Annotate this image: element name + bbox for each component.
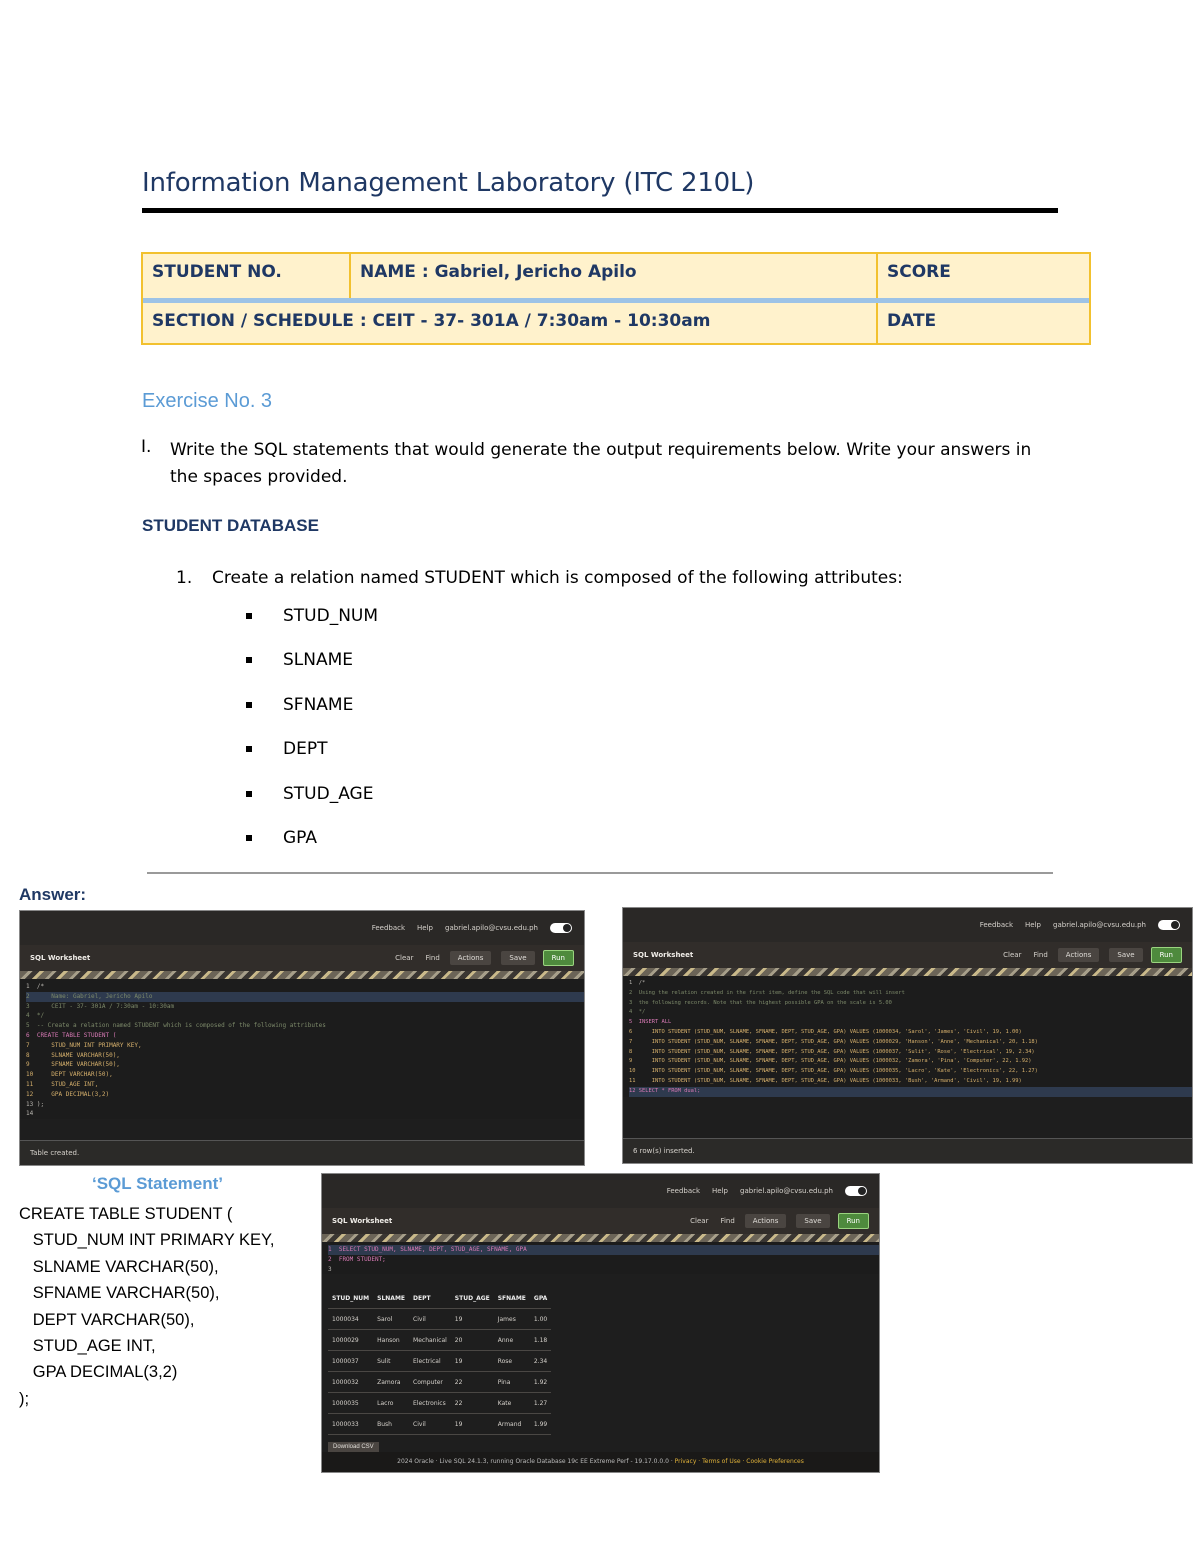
- topbar: [20, 911, 584, 945]
- section-cell: [143, 303, 876, 343]
- code-line: 9 SFNAME VARCHAR(50),: [26, 1061, 120, 1069]
- student-no-cell: STUDENT NO.: [152, 262, 282, 282]
- column-header: DEPT: [409, 1288, 451, 1309]
- worksheet-title: SQL Worksheet: [30, 954, 91, 962]
- bullet-icon: [246, 702, 252, 708]
- cell: Electrical: [409, 1351, 451, 1372]
- code-line: 9 INTO STUDENT (STUD_NUM, SLNAME, SFNAME, DEPT, STUD_AGE, GPA) VALUES (1000032, 'Zamora', 'Pina', 'Computer', 22, 1.92): [629, 1058, 1032, 1065]
- theme-toggle: [550, 923, 572, 933]
- cell: 22: [451, 1372, 494, 1393]
- code-line: 2 Using the relation created in the first item, define the SQL code that will insert: [629, 989, 905, 996]
- code-editor: [322, 1242, 879, 1274]
- sql-statement-caption: ‘SQL Statement’: [92, 1174, 223, 1193]
- cell: Sulit: [373, 1351, 409, 1372]
- actions-dropdown: Actions: [745, 1214, 787, 1228]
- theme-toggle: [1158, 920, 1180, 930]
- code-line: 1 /*: [26, 983, 45, 990]
- cell: James: [494, 1309, 530, 1330]
- cell: 1000035: [328, 1393, 373, 1414]
- code-editor: [20, 979, 584, 1119]
- worksheet-title: SQL Worksheet: [332, 1217, 393, 1225]
- code-line: 4 */: [26, 1012, 45, 1020]
- cell: Electronics: [409, 1393, 451, 1414]
- code-line: 12 GPA DECIMAL(3,2): [26, 1090, 110, 1098]
- decorative-stripe: [20, 971, 584, 979]
- footer-links: Privacy · Terms of Use · Cookie Preferences: [674, 1458, 804, 1465]
- attribute-list: [246, 604, 378, 870]
- cell: Sarol: [373, 1309, 409, 1330]
- code-editor: [623, 976, 1192, 1097]
- name-cell: [349, 254, 876, 298]
- output-panel: 6 row(s) inserted.: [623, 1138, 1192, 1163]
- screenshot-insert-rows: [622, 907, 1193, 1164]
- cell: Mechanical: [409, 1330, 451, 1351]
- decorative-stripe: [322, 1234, 879, 1242]
- cell: 1000034: [328, 1309, 373, 1330]
- clear-button: Clear: [690, 1217, 709, 1225]
- cell: Lacro: [373, 1393, 409, 1414]
- cell: Pina: [494, 1372, 530, 1393]
- cell: Hanson: [373, 1330, 409, 1351]
- worksheet-toolbar: [322, 1208, 879, 1234]
- column-header: SFNAME: [494, 1288, 530, 1309]
- attribute-name: GPA: [283, 827, 317, 848]
- list-item: [246, 737, 378, 781]
- cell: Kate: [494, 1393, 530, 1414]
- code-line: 5 -- Create a relation named STUDENT which is composed of the following attributes: [26, 1022, 326, 1030]
- cell: 1.00: [530, 1309, 551, 1330]
- table-row: [328, 1351, 551, 1372]
- user-menu: gabriel.apilo@cvsu.edu.ph: [740, 1187, 833, 1195]
- cell: Rose: [494, 1351, 530, 1372]
- feedback-link: Feedback: [666, 1187, 701, 1195]
- code-line: 3 the following records. Note that the highest possible GPA on the scale is 5.00: [629, 999, 892, 1006]
- instruction-text: Write the SQL statements that would generate the output requirements below. Write your answers in the spaces provided.: [170, 440, 1032, 487]
- clear-button: Clear: [395, 954, 414, 962]
- date-cell: DATE: [876, 303, 1089, 343]
- cell: 20: [451, 1330, 494, 1351]
- cell: 22: [451, 1393, 494, 1414]
- code-line: 2 Name: Gabriel, Jericho Apilo: [26, 992, 584, 1002]
- save-button: Save: [796, 1214, 829, 1228]
- cell: 1000029: [328, 1330, 373, 1351]
- worksheet-toolbar: [623, 942, 1192, 968]
- code-line: 6 CREATE TABLE STUDENT (: [26, 1031, 117, 1039]
- table-row: [328, 1372, 551, 1393]
- bullet-icon: [246, 835, 252, 841]
- save-button: Save: [1109, 948, 1142, 962]
- title-rule: [142, 208, 1058, 213]
- cell: 19: [451, 1351, 494, 1372]
- table-row: [328, 1393, 551, 1414]
- code-line: 1 SELECT STUD_NUM, SLNAME, DEPT, STUD_AGE, SFNAME, GPA: [328, 1245, 879, 1255]
- cell: 1.18: [530, 1330, 551, 1351]
- code-line: 10 DEPT VARCHAR(50),: [26, 1071, 113, 1079]
- column-header: STUD_AGE: [451, 1288, 494, 1309]
- name-value: Gabriel, Jericho Apilo: [434, 262, 637, 282]
- attribute-name: SFNAME: [283, 694, 354, 715]
- attribute-name: STUD_AGE: [283, 783, 374, 804]
- code-line: 7 STUD_NUM INT PRIMARY KEY,: [26, 1041, 142, 1049]
- cell: 19: [451, 1414, 494, 1435]
- code-line: 10 INTO STUDENT (STUD_NUM, SLNAME, SFNAME, DEPT, STUD_AGE, GPA) VALUES (1000035, 'Lacro', 'Kate', 'Electronics', 22, 1.27): [629, 1068, 1038, 1075]
- list-item: [246, 604, 378, 648]
- download-csv-button: Download CSV: [328, 1442, 379, 1452]
- column-header: SLNAME: [373, 1288, 409, 1309]
- attribute-name: SLNAME: [283, 650, 354, 671]
- code-line: 12 SELECT * FROM dual;: [629, 1087, 1192, 1097]
- find-button: Find: [1033, 951, 1048, 959]
- cell: 2.34: [530, 1351, 551, 1372]
- results-table: [328, 1288, 551, 1435]
- code-line: 3: [328, 1265, 332, 1273]
- column-header: STUD_NUM: [328, 1288, 373, 1309]
- answer-label: Answer:: [19, 885, 87, 904]
- code-line: 8 SLNAME VARCHAR(50),: [26, 1051, 120, 1059]
- user-menu: gabriel.apilo@cvsu.edu.ph: [1053, 921, 1146, 929]
- theme-toggle: [845, 1186, 867, 1196]
- cell: 1.27: [530, 1393, 551, 1414]
- code-line: 11 STUD_AGE INT,: [26, 1080, 99, 1088]
- code-line: 6 INTO STUDENT (STUD_NUM, SLNAME, SFNAME, DEPT, STUD_AGE, GPA) VALUES (1000034, 'Sarol', 'James', 'Civil', 19, 1.00): [629, 1028, 1022, 1035]
- cell: Civil: [409, 1309, 451, 1330]
- help-link: Help: [417, 924, 434, 932]
- name-label: NAME :: [360, 262, 435, 282]
- bullet-icon: [246, 613, 252, 619]
- help-link: Help: [712, 1187, 729, 1195]
- worksheet-toolbar: [20, 945, 584, 971]
- code-line: 2 FROM STUDENT;: [328, 1255, 386, 1263]
- cell: 1000032: [328, 1372, 373, 1393]
- score-cell: SCORE: [876, 254, 1089, 298]
- cell: 1.92: [530, 1372, 551, 1393]
- screenshot-create-table: [19, 910, 585, 1166]
- code-line: 3 CEIT - 37- 301A / 7:30am - 10:30am: [26, 1002, 175, 1010]
- separator-rule: [147, 872, 1053, 874]
- info-row-2: [143, 303, 1089, 343]
- cell: Anne: [494, 1330, 530, 1351]
- cell: Zamora: [373, 1372, 409, 1393]
- student-info-table: [141, 252, 1091, 345]
- section-value: CEIT - 37- 301A / 7:30am - 10:30am: [372, 311, 711, 331]
- code-line: 14: [26, 1110, 34, 1118]
- output-panel: Table created.: [20, 1140, 584, 1165]
- cell: Bush: [373, 1414, 409, 1435]
- clear-button: Clear: [1003, 951, 1022, 959]
- document-title: Information Management Laboratory (ITC 210L): [142, 168, 755, 198]
- item-text: Create a relation named STUDENT which is composed of the following attributes:: [212, 568, 903, 588]
- list-item: [246, 693, 378, 737]
- help-link: Help: [1025, 921, 1042, 929]
- exercise-title: Exercise No. 3: [142, 390, 273, 412]
- table-row: [328, 1330, 551, 1351]
- actions-dropdown: Actions: [450, 951, 492, 965]
- instruction-number: I.: [141, 437, 152, 457]
- feedback-link: Feedback: [979, 921, 1014, 929]
- list-item: [246, 782, 378, 826]
- bullet-icon: [246, 746, 252, 752]
- code-line: 13 );: [26, 1100, 45, 1108]
- footer-text: 2024 Oracle · Live SQL 24.1.3, running Oracle Database 19c EE Extreme Perf - 19.17.0.0.0: [397, 1458, 669, 1465]
- cell: 19: [451, 1309, 494, 1330]
- page-footer: 2024 Oracle · Live SQL 24.1.3, running Oracle Database 19c EE Extreme Perf - 19.17.0.0.0 · Privacy · Terms of Use · Cookie Preferences: [322, 1452, 879, 1472]
- topbar: [623, 908, 1192, 942]
- actions-dropdown: Actions: [1058, 948, 1100, 962]
- table-header-row: [328, 1288, 551, 1309]
- section-label: SECTION / SCHEDULE :: [152, 311, 373, 331]
- code-line: 7 INTO STUDENT (STUD_NUM, SLNAME, SFNAME, DEPT, STUD_AGE, GPA) VALUES (1000029, 'Hanson', 'Anne', 'Mechanical', 20, 1.18): [629, 1038, 1038, 1045]
- code-line: 5 INSERT ALL: [629, 1019, 672, 1026]
- topbar: [322, 1174, 879, 1208]
- list-item: [246, 826, 378, 870]
- code-line: 11 INTO STUDENT (STUD_NUM, SLNAME, SFNAME, DEPT, STUD_AGE, GPA) VALUES (1000033, 'Bush', 'Armand', 'Civil', 19, 1.99): [629, 1077, 1022, 1084]
- user-menu: gabriel.apilo@cvsu.edu.ph: [445, 924, 538, 932]
- table-row: [328, 1309, 551, 1330]
- attribute-name: STUD_NUM: [283, 606, 379, 626]
- section-heading: STUDENT DATABASE: [142, 516, 319, 535]
- cell: Civil: [409, 1414, 451, 1435]
- feedback-link: Feedback: [371, 924, 406, 932]
- code-line: 8 INTO STUDENT (STUD_NUM, SLNAME, SFNAME, DEPT, STUD_AGE, GPA) VALUES (1000037, 'Sulit', 'Rose', 'Electrical', 19, 2.34): [629, 1048, 1035, 1055]
- cell: 1000033: [328, 1414, 373, 1435]
- info-row-1: [143, 254, 1089, 303]
- code-line: 4 */: [629, 1009, 646, 1016]
- cell: Computer: [409, 1372, 451, 1393]
- run-button: Run: [1151, 947, 1182, 963]
- cell: 1.99: [530, 1414, 551, 1435]
- decorative-stripe: [623, 968, 1192, 976]
- column-header: GPA: [530, 1288, 551, 1309]
- bullet-icon: [246, 791, 252, 797]
- run-button: Run: [543, 950, 574, 966]
- bullet-icon: [246, 657, 252, 663]
- cell: 1000037: [328, 1351, 373, 1372]
- sql-statement-code: CREATE TABLE STUDENT ( STUD_NUM INT PRIMARY KEY, SLNAME VARCHAR(50), SFNAME VARCHAR(50), DEPT VARCHAR(50), STUD_AGE INT, GPA DECIMAL(3,2) );: [19, 1205, 275, 1408]
- item-number: 1.: [176, 568, 193, 588]
- table-row: [328, 1414, 551, 1435]
- run-button: Run: [838, 1213, 869, 1229]
- find-button: Find: [425, 954, 440, 962]
- list-item: [246, 648, 378, 692]
- find-button: Find: [720, 1217, 735, 1225]
- attribute-name: DEPT: [283, 739, 328, 760]
- code-line: 1 /*: [629, 980, 646, 986]
- cell: Armand: [494, 1414, 530, 1435]
- worksheet-title: SQL Worksheet: [633, 951, 694, 959]
- save-button: Save: [501, 951, 534, 965]
